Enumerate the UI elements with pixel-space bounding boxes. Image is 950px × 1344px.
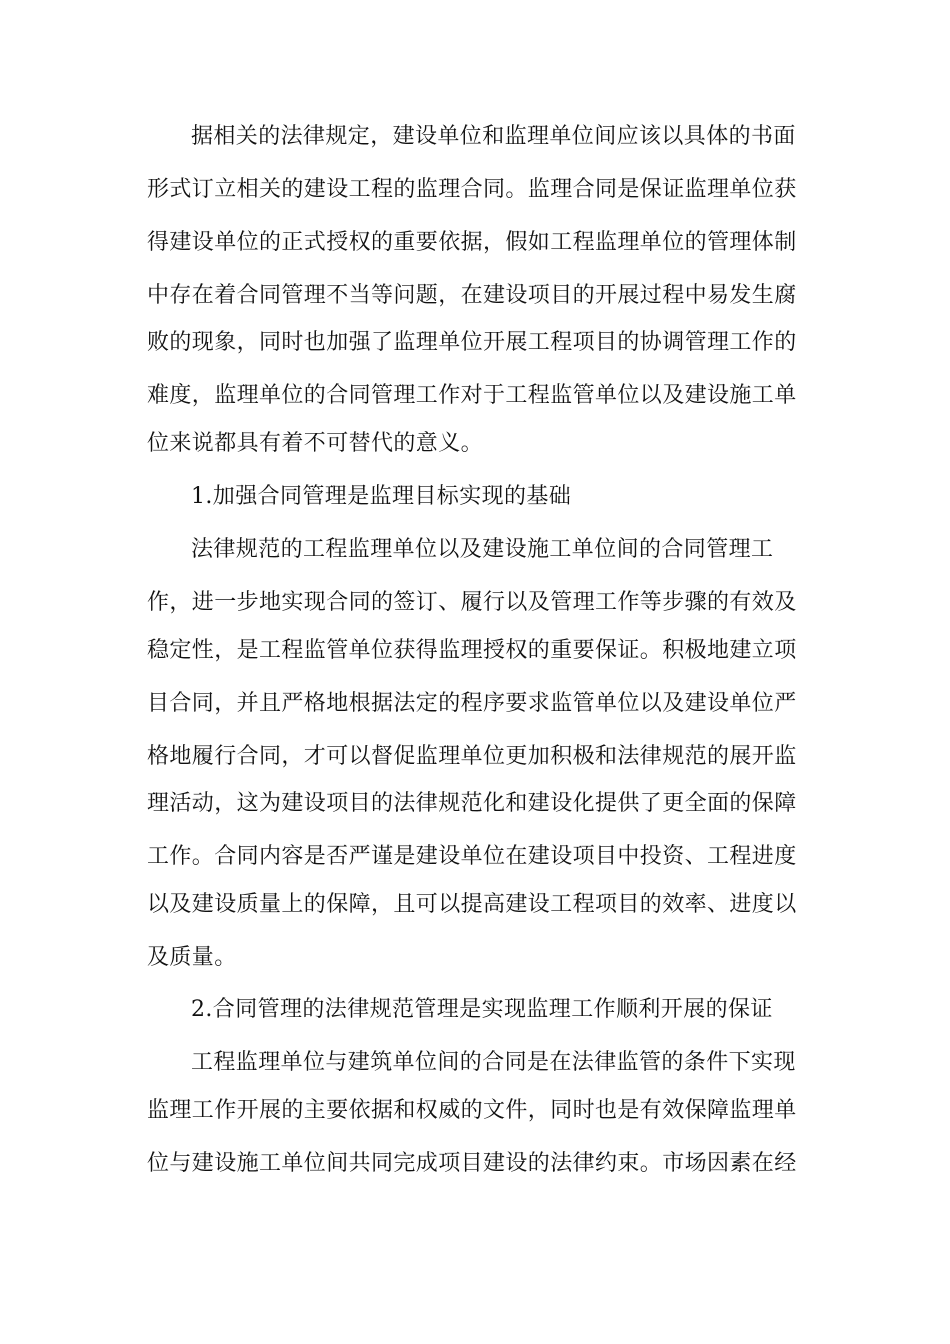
paragraph-2-line-3: 稳定性，是工程监管单位获得监理授权的重要保证。积极地建立项	[147, 638, 797, 663]
paragraph-1-line-5: 败的现象，同时也加强了监理单位开展工程项目的协调管理工作的	[147, 330, 797, 355]
paragraph-2-line-9: 及质量。	[147, 945, 237, 970]
paragraph-2-line-1: 法律规范的工程监理单位以及建设施工单位间的合同管理工	[191, 537, 774, 562]
section-heading-2: 2.合同管理的法律规范管理是实现监理工作顺利开展的保证	[191, 997, 773, 1022]
paragraph-1-line-7: 位来说都具有着不可替代的意义。	[147, 431, 484, 456]
paragraph-1-line-4: 中存在着合同管理不当等问题，在建设项目的开展过程中易发生腐	[147, 283, 797, 308]
paragraph-2-line-6: 理活动，这为建设项目的法律规范化和建设化提供了更全面的保障	[147, 791, 797, 816]
paragraph-1-line-2: 形式订立相关的建设工程的监理合同。监理合同是保证监理单位获	[147, 177, 797, 202]
paragraph-2-line-5: 格地履行合同，才可以督促监理单位更加积极和法律规范的展开监	[147, 744, 797, 769]
paragraph-2-line-7: 工作。合同内容是否严谨是建设单位在建设项目中投资、工程进度	[147, 844, 797, 869]
paragraph-3-line-1: 工程监理单位与建筑单位间的合同是在法律监管的条件下实现	[191, 1050, 796, 1075]
paragraph-1-line-1: 据相关的法律规定，建设单位和监理单位间应该以具体的书面	[191, 124, 796, 149]
paragraph-1-line-3: 得建设单位的正式授权的重要依据，假如工程监理单位的管理体制	[147, 230, 797, 255]
paragraph-3-line-2: 监理工作开展的主要依据和权威的文件，同时也是有效保障监理单	[147, 1098, 797, 1123]
section-heading-1: 1.加强合同管理是监理目标实现的基础	[191, 484, 572, 509]
paragraph-2-line-4: 目合同，并且严格地根据法定的程序要求监管单位以及建设单位严	[147, 691, 797, 716]
paragraph-2-line-8: 以及建设质量上的保障，且可以提高建设工程项目的效率、进度以	[147, 892, 797, 917]
paragraph-3-line-3: 位与建设施工单位间共同完成项目建设的法律约束。市场因素在经	[147, 1151, 797, 1176]
paragraph-1-line-6: 难度，监理单位的合同管理工作对于工程监管单位以及建设施工单	[147, 383, 797, 408]
paragraph-2-line-2: 作，进一步地实现合同的签订、履行以及管理工作等步骤的有效及	[147, 590, 797, 615]
